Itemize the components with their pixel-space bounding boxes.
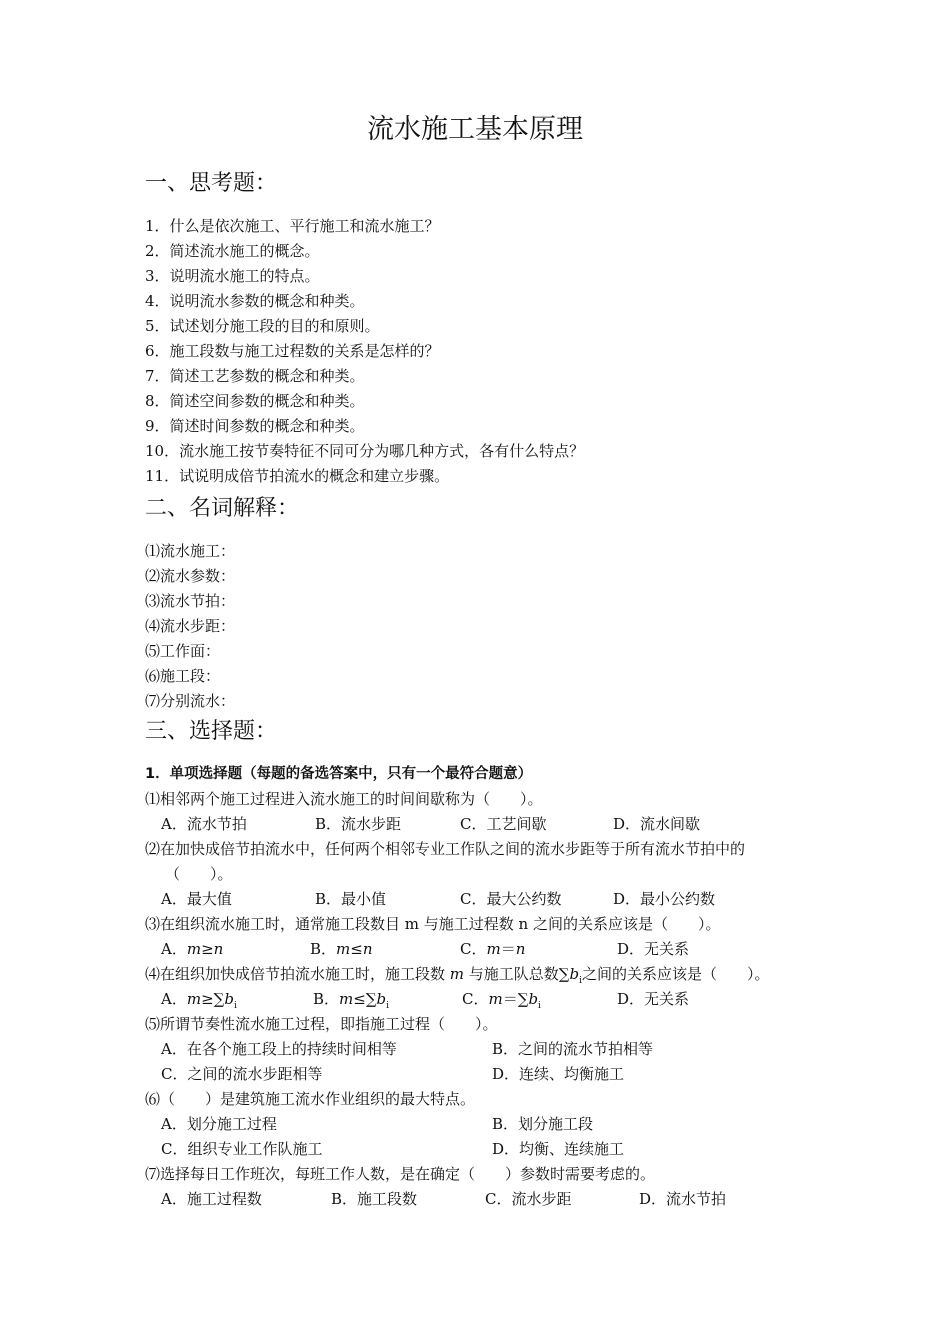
option-row — [145, 1137, 815, 1162]
option: D．无关系 — [617, 990, 690, 1008]
option: C．最大公约数 — [460, 890, 562, 908]
question-item: 3．说明流水施工的特点。 — [145, 267, 320, 285]
question-item: 10．流水施工按节奏特征不同可分为哪几种方式，各有什么特点？ — [145, 442, 585, 460]
option-row — [145, 1187, 815, 1212]
term-item: ⑹施工段： — [145, 667, 221, 685]
question-item: 9．简述时间参数的概念和种类。 — [145, 417, 365, 435]
question-stem: ⑶在组织流水施工时，通常施工段数目 m 与施工过程数 n 之间的关系应该是（ ）。 — [145, 915, 721, 933]
option: C．流水步距 — [485, 1190, 572, 1208]
section-heading-thinking: 一、思考题： — [145, 171, 278, 196]
choice-question-list — [145, 762, 815, 1212]
question-stem: ⑸所谓节奏性流水施工过程，即指施工过程（ ）。 — [145, 1015, 498, 1033]
option-row — [145, 887, 815, 912]
option: C．m＝n — [460, 940, 526, 958]
option: B．划分施工段 — [492, 1115, 594, 1133]
option: C．之间的流水步距相等 — [161, 1065, 323, 1083]
page-title: 流水施工基本原理 — [367, 114, 583, 145]
question-item: 7．简述工艺参数的概念和种类。 — [145, 367, 365, 385]
question-stem: ⑷在组织加快成倍节拍流水施工时，施工段数 m 与施工队总数$\sum b_i$之间的关系应该是（ ）。 — [145, 965, 770, 986]
question-item: 4．说明流水参数的概念和种类。 — [145, 292, 365, 310]
option: A．划分施工过程 — [161, 1115, 277, 1133]
option: D．连续、均衡施工 — [492, 1065, 625, 1083]
question-item: 8．简述空间参数的概念和种类。 — [145, 392, 365, 410]
option-row — [145, 1037, 815, 1062]
term-item: ⑸工作面： — [145, 642, 221, 660]
question-item: 2．简述流水施工的概念。 — [145, 242, 320, 260]
question-stem: ⑹（ ）是建筑施工流水作业组织的最大特点。 — [145, 1090, 476, 1108]
question-item: 11．试说明成倍节拍流水的概念和建立步骤。 — [145, 467, 450, 485]
term-item: ⑺分别流水： — [145, 692, 236, 710]
option: B．最小值 — [315, 890, 387, 908]
option: D．流水间歇 — [613, 815, 701, 833]
option-row — [145, 987, 815, 1012]
option: B．施工段数 — [331, 1190, 418, 1208]
option-row — [145, 812, 815, 837]
option: C．$m=\sum b_i$ — [462, 990, 541, 1011]
option: D．均衡、连续施工 — [492, 1140, 625, 1158]
section-heading-terms: 二、名词解释： — [145, 496, 300, 521]
question-stem: ⑵在加快成倍节拍流水中，任何两个相邻专业工作队之间的流水步距等于所有流水节拍中的 — [145, 840, 746, 858]
option: D．流水节拍 — [639, 1190, 727, 1208]
option-row — [145, 1112, 815, 1137]
option: D．无关系 — [617, 940, 690, 958]
section-heading-choice: 三、选择题： — [145, 719, 278, 744]
option: A．最大值 — [161, 890, 232, 908]
term-item: ⑴流水施工： — [145, 542, 236, 560]
option: A．施工过程数 — [161, 1190, 262, 1208]
choice-subheading: 1．单项选择题（每题的备选答案中，只有一个最符合题意） — [145, 766, 533, 782]
option-row — [145, 937, 815, 962]
question-stem: ⑺选择每日工作班次，每班工作人数，是在确定（ ）参数时需要考虑的。 — [145, 1165, 656, 1183]
option-row — [145, 1062, 815, 1087]
term-item: ⑵流水参数： — [145, 567, 236, 585]
thinking-question-list — [145, 214, 815, 489]
option: D．最小公约数 — [613, 890, 716, 908]
term-list — [145, 539, 815, 714]
question-stem: ⑴相邻两个施工过程进入流水施工的时间间歇称为（ ）。 — [145, 790, 543, 808]
question-item: 1．什么是依次施工、平行施工和流水施工？ — [145, 217, 440, 235]
question-item: 5．试述划分施工段的目的和原则。 — [145, 317, 380, 335]
question-item: 6．施工段数与施工过程数的关系是怎样的？ — [145, 342, 440, 360]
option: A．在各个施工段上的持续时间相等 — [161, 1040, 397, 1058]
option: B．流水步距 — [315, 815, 402, 833]
option: A．$m\ge\sum b_i$ — [161, 990, 237, 1011]
option: A．m≥n — [161, 940, 224, 958]
term-item: ⑶流水节拍： — [145, 592, 236, 610]
option: B．之间的流水节拍相等 — [492, 1040, 654, 1058]
option: B．$m\le\sum b_i$ — [313, 990, 390, 1011]
term-item: ⑷流水步距： — [145, 617, 236, 635]
option: A．流水节拍 — [161, 815, 247, 833]
option: C．工艺间歇 — [460, 815, 547, 833]
question-stem-continuation: （ ）。 — [165, 865, 233, 883]
option: B．m≤n — [310, 940, 373, 958]
option: C．组织专业工作队施工 — [161, 1140, 323, 1158]
